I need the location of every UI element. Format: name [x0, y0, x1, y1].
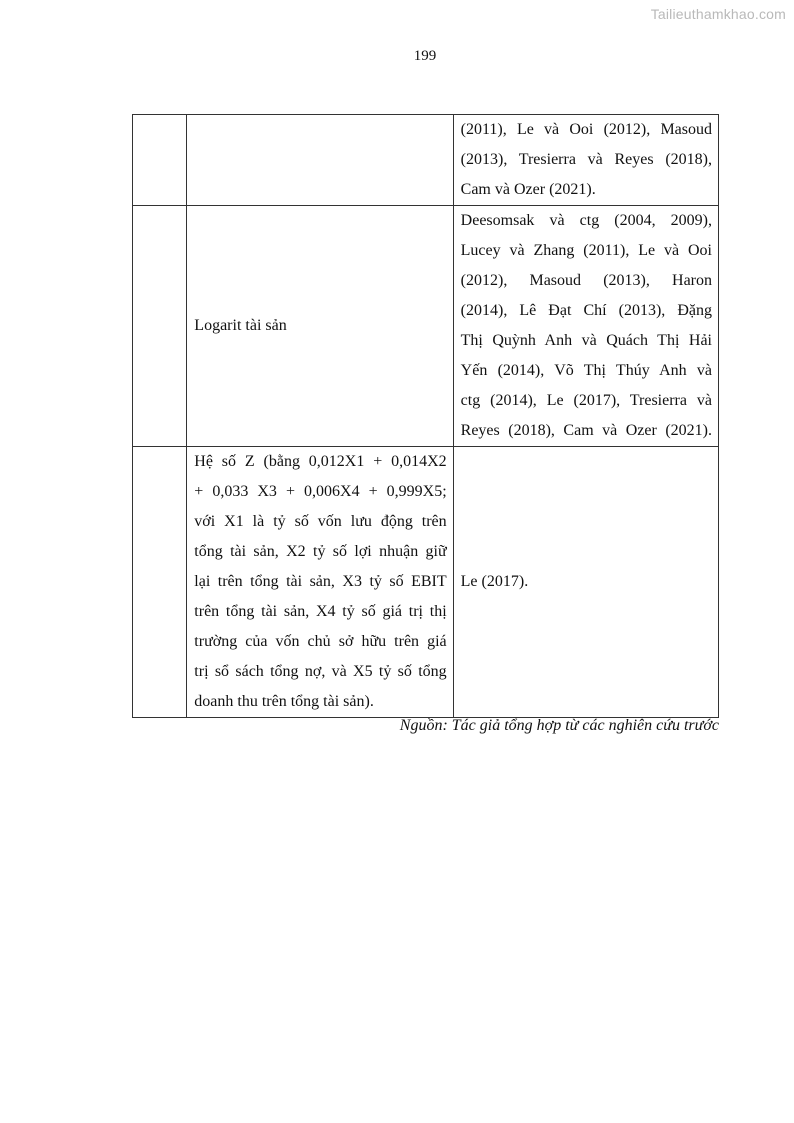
table-row [133, 206, 719, 447]
reference-line: (2012), Masoud (2013), Haron [460, 272, 712, 289]
variable-line: doanh thu trên tổng tài sản). [194, 693, 374, 710]
references-table [132, 114, 719, 718]
variable-line: trường của vốn chủ sở hữu trên giá [194, 633, 447, 650]
reference-line: Cam và Ozer (2021). [460, 181, 596, 198]
empty-category-cell [133, 115, 187, 206]
source-note: Nguồn: Tác giả tổng hợp từ các nghiên cứu trước [399, 717, 719, 734]
references-cell [453, 447, 718, 718]
reference-line: Thị Quỳnh Anh và Quách Thị Hải [460, 332, 712, 349]
reference-line: Reyes (2018), Cam và Ozer (2021). [460, 422, 712, 439]
watermark-text: Tailieuthamkhao.com [650, 6, 786, 22]
variable-cell [187, 447, 453, 718]
reference-text: Le (2017). [460, 573, 529, 590]
references-cell [453, 115, 718, 206]
variable-line: trị sổ sách tổng nợ, và X5 tỷ số tổng [194, 663, 447, 680]
empty-category-cell [133, 447, 187, 718]
variable-cell [187, 115, 453, 206]
empty-category-cell [133, 206, 187, 447]
variable-cell [187, 206, 453, 447]
variable-name: Logarit tài sản [194, 317, 287, 334]
variable-line: Hệ số Z (bằng 0,012X1 + 0,014X2 [194, 453, 447, 470]
reference-line: ctg (2014), Le (2017), Tresierra và [460, 392, 712, 409]
variable-line: tổng tài sản, X2 tỷ số lợi nhuận giữ [194, 543, 447, 560]
table-row [133, 447, 719, 718]
variable-line: lại trên tổng tài sản, X3 tỷ số EBIT [194, 573, 447, 590]
table-row [133, 115, 719, 206]
reference-line: Yến (2014), Võ Thị Thúy Anh và [460, 362, 712, 379]
variable-line: trên tổng tài sản, X4 tỷ số giá trị thị [194, 603, 447, 620]
variable-line: với X1 là tỷ số vốn lưu động trên [194, 513, 447, 530]
variable-line: + 0,033 X3 + 0,006X4 + 0,999X5; [194, 483, 447, 500]
reference-line: (2014), Lê Đạt Chí (2013), Đặng [460, 302, 712, 319]
references-cell [453, 206, 718, 447]
reference-line: Lucey và Zhang (2011), Le và Ooi [460, 242, 712, 259]
reference-line: Deesomsak và ctg (2004, 2009), [460, 212, 712, 229]
page-number: 199 [413, 48, 437, 64]
reference-line: (2011), Le và Ooi (2012), Masoud [460, 121, 712, 138]
reference-line: (2013), Tresierra và Reyes (2018), [460, 151, 712, 168]
